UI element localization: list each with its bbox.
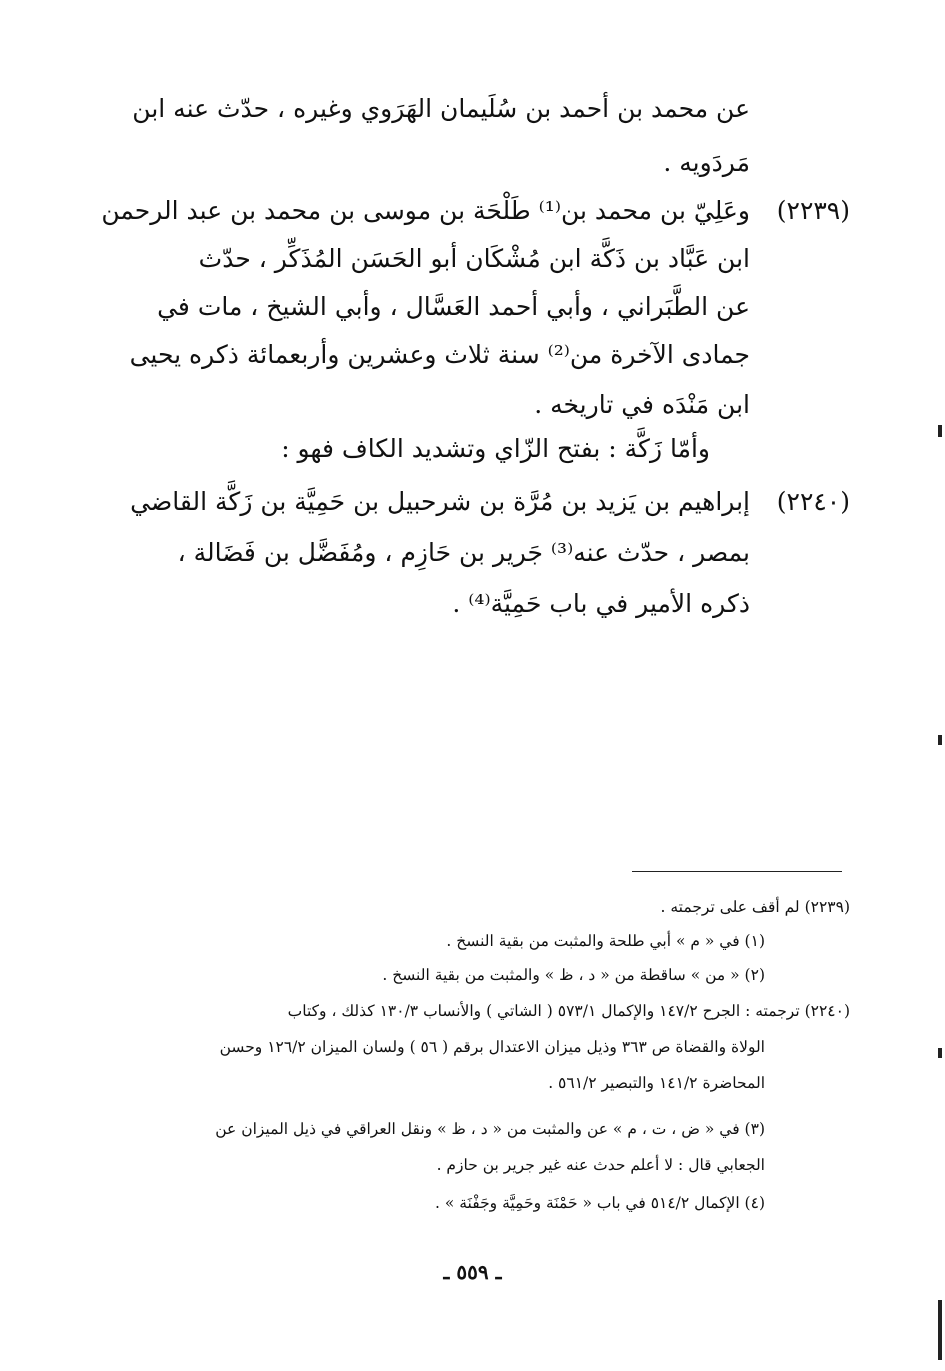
continuation-line-1: عن محمد بن أحمد بن سُلَيمان الهَرَوي وغيره ، حدّث عنه ابن (132, 94, 750, 123)
footnote-2239: (٢٢٣٩) لم أقف على ترجمته . (660, 898, 850, 916)
footnote-3-line-2: الجعابي قال : لا أعلم حدث عنه غير جرير بن حازم . (436, 1156, 765, 1174)
entry-2240-line-1: إبراهيم بن يَزيد بن مُرَّة بن شرحبيل بن حَمِيَّة بن زَكَّة القاضي (130, 487, 750, 516)
scan-edge-mark (938, 1048, 942, 1058)
zakka-heading: وأمّا زَكَّة : بفتح الزّاي وتشديد الكاف فهو : (281, 434, 710, 463)
scan-edge-mark (938, 425, 942, 437)
footnote-2: (٢) « من » ساقطة من « د ، ظ » والمثبت من بقية النسخ . (382, 966, 765, 984)
entry-2239-line-5: ابن مَنْدَه في تاريخه . (534, 390, 750, 419)
footnote-3-line-1: (٣) في « ض ، ت ، م » عن والمثبت من « د ، ظ » ونقل العراقي في ذيل الميزان عن (215, 1120, 765, 1138)
entry-2239-line-2: ابن عَبَّاد بن ذَكَّة ابن مُشْكَان أبو الحَسَن المُذَكِّر ، حدّث (198, 244, 750, 273)
footnote-1: (١) في « م » أبي طلحة والمثبت من بقية النسخ . (446, 932, 765, 950)
continuation-line-2: مَردَويه . (663, 148, 750, 177)
entry-number-2239: (٢٢٣٩) (776, 196, 850, 225)
footnote-separator (632, 871, 842, 872)
entry-2239-line-3: عن الطَّبَراني ، وأبي أحمد العَسَّال ، وأبي الشيخ ، مات في (157, 292, 750, 321)
entry-2240-line-3: ذكره الأمير في باب حَمِيَّة⁽⁴⁾ . (452, 589, 750, 618)
entry-2239-line-4: جمادى الآخرة من⁽²⁾ سنة ثلاث وعشرين وأربعمائة ذكره يحيى (129, 340, 750, 369)
scan-edge-mark (938, 1300, 942, 1360)
entry-2239-line-1: وعَلِيّ بن محمد بن⁽¹⁾ طَلْحَة بن موسى بن محمد بن عبد الرحمن (101, 196, 750, 225)
scan-edge-mark (938, 735, 942, 745)
page-number: ـ ٥٥٩ ـ (443, 1260, 502, 1284)
footnote-2240-line-2: الولاة والقضاة ص ٣٦٣ وذيل ميزان الاعتدال برقم ( ٥٦ ) ولسان الميزان ١٢٦/٢ وحسن (219, 1038, 765, 1056)
entry-number-2240: (٢٢٤٠) (776, 487, 850, 516)
footnote-2240-line-3: المحاضرة ١٤١/٢ والتبصير ٥٦١/٢ . (548, 1074, 765, 1092)
footnote-2240-line-1: (٢٢٤٠) ترجمته : الجرح ١٤٧/٢ والإكمال ٥٧٣/١ ( الشاتي ) والأنساب ١٣٠/٣ كذلك ، وكتاب (287, 1002, 850, 1020)
footnote-4: (٤) الإكمال ٥١٤/٢ في باب « حَمْنَة وحَمِيَّة وجَفْنَة » . (434, 1194, 765, 1212)
entry-2240-line-2: بمصر ، حدّث عنه⁽³⁾ جَرير بن حَازِم ، ومُفَضَّل بن فَضَالة ، (177, 538, 750, 567)
